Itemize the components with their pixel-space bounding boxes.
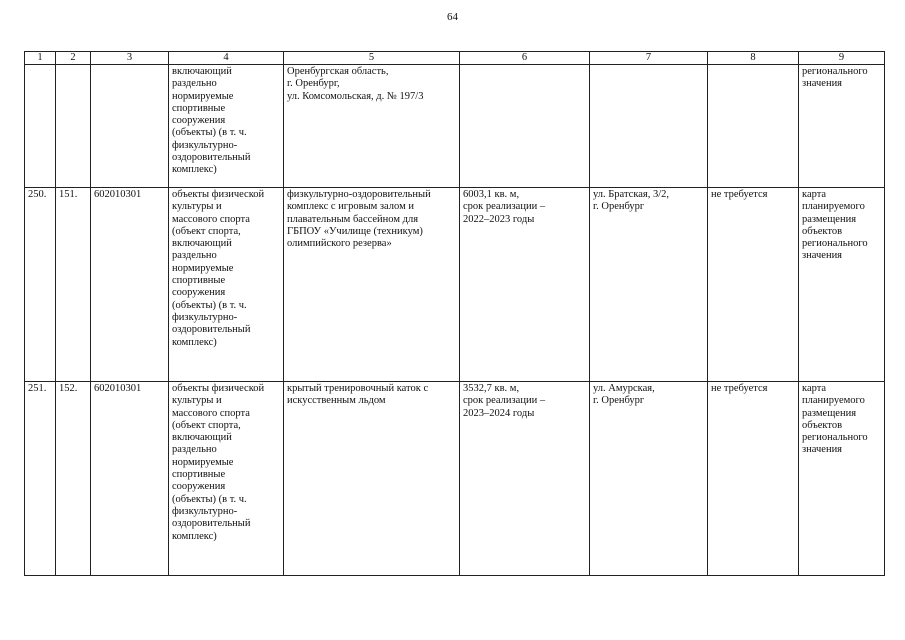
row-subindex: 151. <box>56 188 91 382</box>
column-number: 2 <box>56 52 91 65</box>
object-characteristics: 3532,7 кв. м, срок реализации – 2023–2024 годы <box>460 382 590 576</box>
object-code <box>91 65 169 188</box>
object-code: 602010301 <box>91 382 169 576</box>
map-reference: регионального значения <box>799 65 885 188</box>
row-index: 251. <box>25 382 56 576</box>
column-number: 8 <box>708 52 799 65</box>
table-row <box>25 382 885 576</box>
page-number: 64 <box>447 11 458 23</box>
zone-requirement: не требуется <box>708 382 799 576</box>
row-subindex <box>56 65 91 188</box>
object-location <box>590 65 708 188</box>
object-type: объекты физической культуры и массового спорта (объект спорта, включающий раздельно нормируемые спортивные сооружения (объекты) (в т. ч. физкультурно- оздоровительный комплекс) <box>169 188 284 382</box>
zone-requirement <box>708 65 799 188</box>
object-type: объекты физической культуры и массового спорта (объект спорта, включающий раздельно нормируемые спортивные сооружения (объекты) (в т. ч. физкультурно- оздоровительный комплекс) <box>169 382 284 576</box>
column-number-row <box>25 52 885 65</box>
zone-requirement: не требуется <box>708 188 799 382</box>
map-reference: карта планируемого размещения объектов регионального значения <box>799 188 885 382</box>
column-number: 1 <box>25 52 56 65</box>
row-index: 250. <box>25 188 56 382</box>
object-name: физкультурно-оздоровительный комплекс с игровым залом и плавательным бассейном для ГБПОУ «Училище (техникум) олимпийского резерва» <box>284 188 460 382</box>
table-row <box>25 65 885 188</box>
row-subindex: 152. <box>56 382 91 576</box>
column-number: 9 <box>799 52 885 65</box>
object-location: ул. Амурская, г. Оренбург <box>590 382 708 576</box>
column-number: 4 <box>169 52 284 65</box>
object-code: 602010301 <box>91 188 169 382</box>
table-row <box>25 188 885 382</box>
object-characteristics <box>460 65 590 188</box>
column-number: 3 <box>91 52 169 65</box>
object-name: Оренбургская область, г. Оренбург, ул. Комсомольская, д. № 197/3 <box>284 65 460 188</box>
object-type: включающий раздельно нормируемые спортивные сооружения (объекты) (в т. ч. физкультурно- оздоровительный комплекс) <box>169 65 284 188</box>
object-characteristics: 6003,1 кв. м, срок реализации – 2022–2023 годы <box>460 188 590 382</box>
column-number: 5 <box>284 52 460 65</box>
document-table <box>24 51 885 576</box>
object-name: крытый тренировочный каток с искусственным льдом <box>284 382 460 576</box>
map-reference: карта планируемого размещения объектов регионального значения <box>799 382 885 576</box>
row-index <box>25 65 56 188</box>
column-number: 7 <box>590 52 708 65</box>
column-number: 6 <box>460 52 590 65</box>
object-location: ул. Братская, 3/2, г. Оренбург <box>590 188 708 382</box>
